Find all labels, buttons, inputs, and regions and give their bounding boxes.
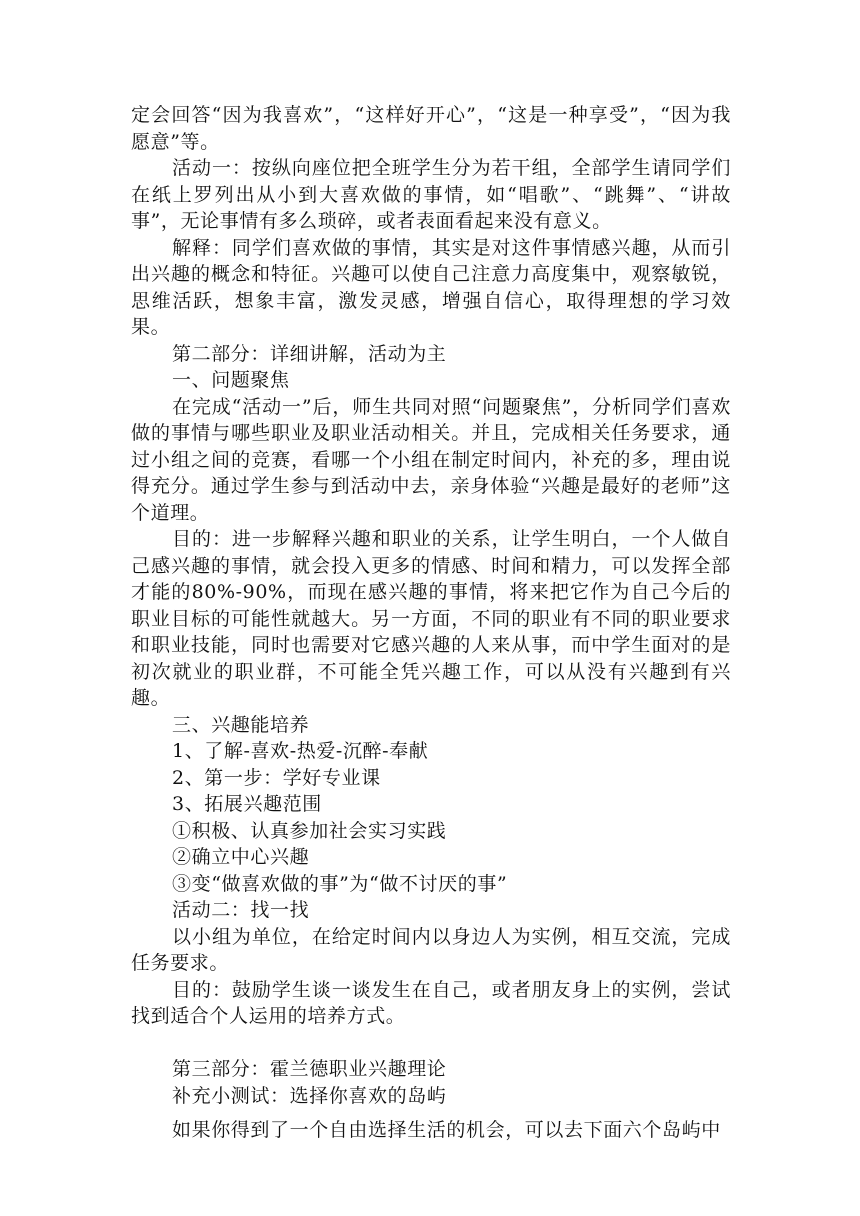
heading-activity-two: 活动二：找一找	[172, 899, 310, 921]
paragraph-group-task: 以小组为单位，在给定时间内以身边人为实例，相互交流，完成任务要求。	[131, 925, 731, 974]
paragraph-purpose-two: 目的：鼓励学生谈一谈发生在自己，或者朋友身上的实例，尝试找到适合个人运用的培养方式。	[131, 978, 731, 1027]
paragraph-continuation: 定会回答“因为我喜欢”，“这样好开心”，“这是一种享受”，“因为我愿意”等。	[131, 104, 731, 153]
paragraph-explanation: 解释：同学们喜欢做的事情，其实是对这件事情感兴趣，从而引出兴趣的概念和特征。兴趣可以使自己注意力高度集中，观察敏锐，思维活跃，想象丰富，激发灵感，增强自信心，取得理想的学习效果。	[131, 236, 731, 338]
subheading-interest-cultivation: 三、兴趣能培养	[172, 713, 310, 736]
section-heading-part-two: 第二部分：详细讲解，活动为主	[172, 342, 447, 365]
list-item-3: 3、拓展兴趣范围	[172, 793, 322, 815]
list-item-1: 1、了解-喜欢-热爱-沉醉-奉献	[172, 740, 429, 762]
paragraph-after-activity-one: 在完成“活动一”后，师生共同对照“问题聚焦”，分析同学们喜欢做的事情与哪些职业及职业活动相关。并且，完成相关任务要求，通过小组之间的竞赛，看哪一个小组在制定时间内，补充的多，理由说得充分。通过学生参与到活动中去，亲身体验“兴趣是最好的老师”这个道理。	[131, 395, 731, 524]
paragraph-island-choice: 如果你得到了一个自由选择生活的机会，可以去下面六个岛屿中	[172, 1119, 721, 1141]
sub-list-item-2: ②确立中心兴趣	[172, 846, 310, 868]
subheading-island-quiz: 补充小测试：选择你喜欢的岛屿	[172, 1084, 447, 1107]
subheading-problem-focus: 一、问题聚焦	[172, 369, 290, 391]
paragraph-purpose-one: 目的：进一步解释兴趣和职业的关系，让学生明白，一个人做自己感兴趣的事情，就会投入更多的情感、时间和精力，可以发挥全部才能的80%-90%，而现在感兴趣的事情，将来把它作为自己今后的职业目标的可能性就越大。另一方面，不同的职业有不同的职业要求和职业技能，同时也需要对它感兴趣的人来从事，而中学生面对的是初次就业的职业群，不可能全凭兴趣工作，可以从没有兴趣到有兴趣。	[131, 528, 731, 709]
sub-list-item-1: ①积极、认真参加社会实习实践	[172, 819, 447, 842]
paragraph-activity-one: 活动一：按纵向座位把全班学生分为若干组，全部学生请同学们在纸上罗列出从小到大喜欢做的事情，如“唱歌”、“跳舞”、“讲故事”，无论事情有多么琐碎，或者表面看起来没有意义。	[131, 157, 731, 232]
sub-list-item-3: ③变“做喜欢做的事”为“做不讨厌的事”	[172, 872, 508, 895]
blank-line	[131, 1030, 731, 1057]
list-item-2: 2、第一步：学好专业课	[172, 766, 381, 789]
document-body	[131, 102, 731, 1144]
section-heading-part-three: 第三部分：霍兰德职业兴趣理论	[172, 1058, 447, 1080]
